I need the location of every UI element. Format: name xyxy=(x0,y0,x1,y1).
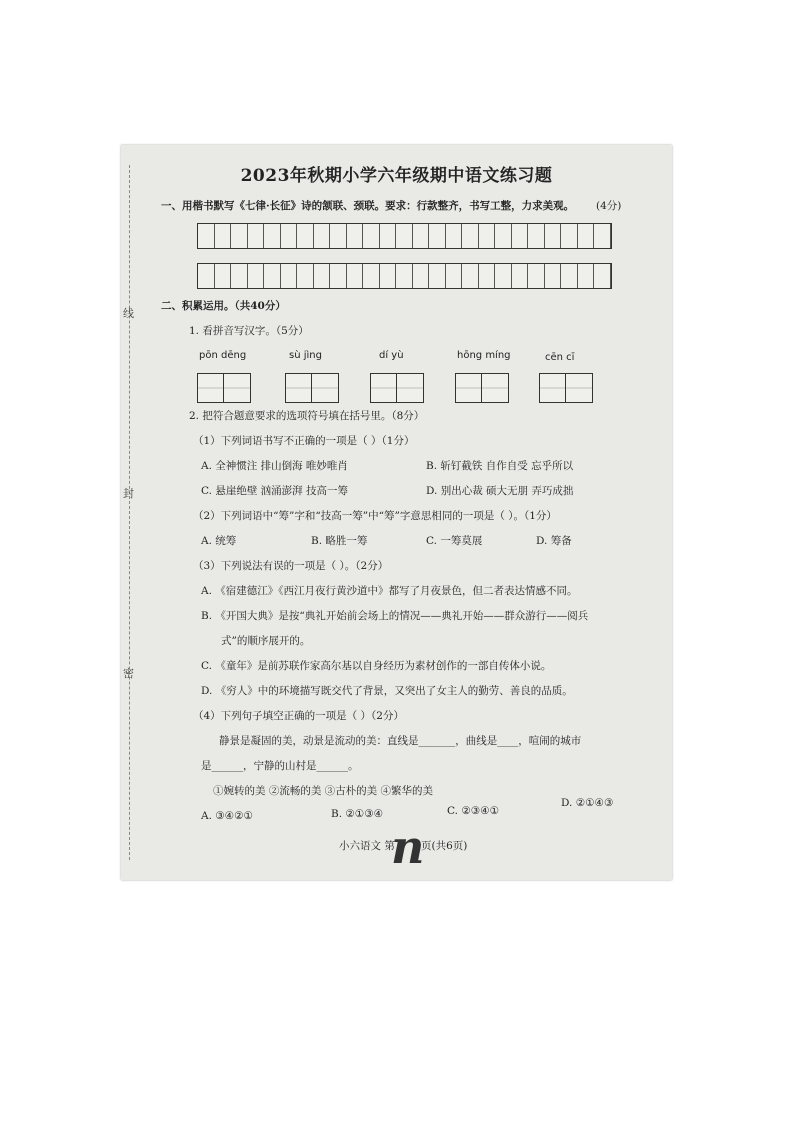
pinyin-4: hōng míng xyxy=(457,350,511,361)
answer-box-4[interactable] xyxy=(455,373,509,403)
sub1-option-d: D. 别出心裁 硕大无朋 弄巧成拙 xyxy=(426,485,574,497)
writing-grid-row-1[interactable] xyxy=(197,223,612,249)
answer-box-5[interactable] xyxy=(539,373,593,403)
answer-box-3[interactable] xyxy=(370,373,424,403)
answer-box-1[interactable] xyxy=(197,373,251,403)
page-title: 2023年秋期小学六年级期中语文练习题 xyxy=(240,166,553,186)
pinyin-3: dí yù xyxy=(379,350,404,361)
section2-heading: 二、积累运用。（共40分） xyxy=(161,300,286,312)
sub3-option-d: D. 《穷人》中的环境描写既交代了背景，又突出了女主人的勤劳、善良的品质。 xyxy=(201,685,573,697)
footer-right: 页(共6页) xyxy=(421,840,468,852)
sub2-option-d: D. 筹备 xyxy=(536,535,572,547)
sub1-option-a: A. 全神惯注 排山倒海 唯妙唯肖 xyxy=(201,460,348,472)
sub3-option-b-line2: 式”的顺序展开的。 xyxy=(221,635,311,647)
sub4-line1: 静景是凝固的美，动景是流动的美：直线是_______，曲线是____，喧闹的城市 xyxy=(219,735,582,747)
pinyin-2: sù jìng xyxy=(289,350,322,361)
sub3-stem: （3）下列说法有误的一项是（ ）。（2分） xyxy=(193,560,389,572)
sub4-options: ①婉转的美 ②流畅的美 ③古朴的美 ④繁华的美 xyxy=(213,785,434,797)
margin-char-feng: 封 xyxy=(123,487,134,500)
sub2-option-b: B. 略胜一筹 xyxy=(311,535,368,547)
sub2-option-c: C. 一筹莫展 xyxy=(426,535,483,547)
q2-prompt: 2. 把符合题意要求的选项符号填在括号里。（8分） xyxy=(189,410,425,422)
sub2-stem: （2）下列词语中“筹”字和“技高一筹”中“筹”字意思相同的一项是（ ）。（1分） xyxy=(193,510,557,522)
writing-grid-row-2[interactable] xyxy=(197,263,612,289)
sub4-option-d: D. ②①④③ xyxy=(561,797,614,809)
sub3-option-a: A. 《宿建德江》《西江月夜行黄沙道中》都写了月夜景色，但二者表达情感不同。 xyxy=(201,585,578,597)
pinyin-5: cēn cī xyxy=(545,352,575,363)
margin-char-xian: 线 xyxy=(123,307,134,320)
sub1-option-b: B. 斩钉截铁 自作自受 忘乎所以 xyxy=(426,460,574,472)
answer-box-2[interactable] xyxy=(285,373,339,403)
sub3-option-b-line1: B. 《开国大典》是按“典礼开始前会场上的情况——典礼开始——群众游行——阅兵 xyxy=(201,610,589,622)
sub4-option-c: C. ②③④① xyxy=(447,805,499,817)
pinyin-1: pōn dēng xyxy=(199,350,247,361)
sub2-option-a: A. 统筹 xyxy=(201,535,237,547)
footer-left: 小六语文 第 xyxy=(339,840,395,852)
sub4-stem: （4）下列句子填空正确的一项是（ ）（2分） xyxy=(193,710,404,722)
margin-char-mi: 密 xyxy=(123,667,134,680)
sub4-option-b: B. ②①③④ xyxy=(331,808,384,820)
section1-heading: 一、用楷书默写《七律·长征》诗的颔联、颈联。要求：行款整齐，书写工整，力求美观。 xyxy=(161,200,575,212)
sub1-option-c: C. 悬崖绝壁 汹涌澎湃 技高一筹 xyxy=(201,485,349,497)
exam-sheet xyxy=(121,145,672,880)
binding-line xyxy=(129,165,130,860)
handwritten-page-number: n xyxy=(391,820,425,874)
sub4-line2: 是______，宁静的山村是______。 xyxy=(201,760,359,772)
sub1-stem: （1）下列词语书写不正确的一项是（ ）（1分） xyxy=(193,435,415,447)
section1-score: (4分) xyxy=(596,200,622,212)
q1-prompt: 1. 看拼音写汉字。（5分） xyxy=(189,325,309,337)
sub4-option-a: A. ③④②① xyxy=(201,810,253,822)
sub3-option-c: C. 《童年》是前苏联作家高尔基以自身经历为素材创作的一部自传体小说。 xyxy=(201,660,552,672)
